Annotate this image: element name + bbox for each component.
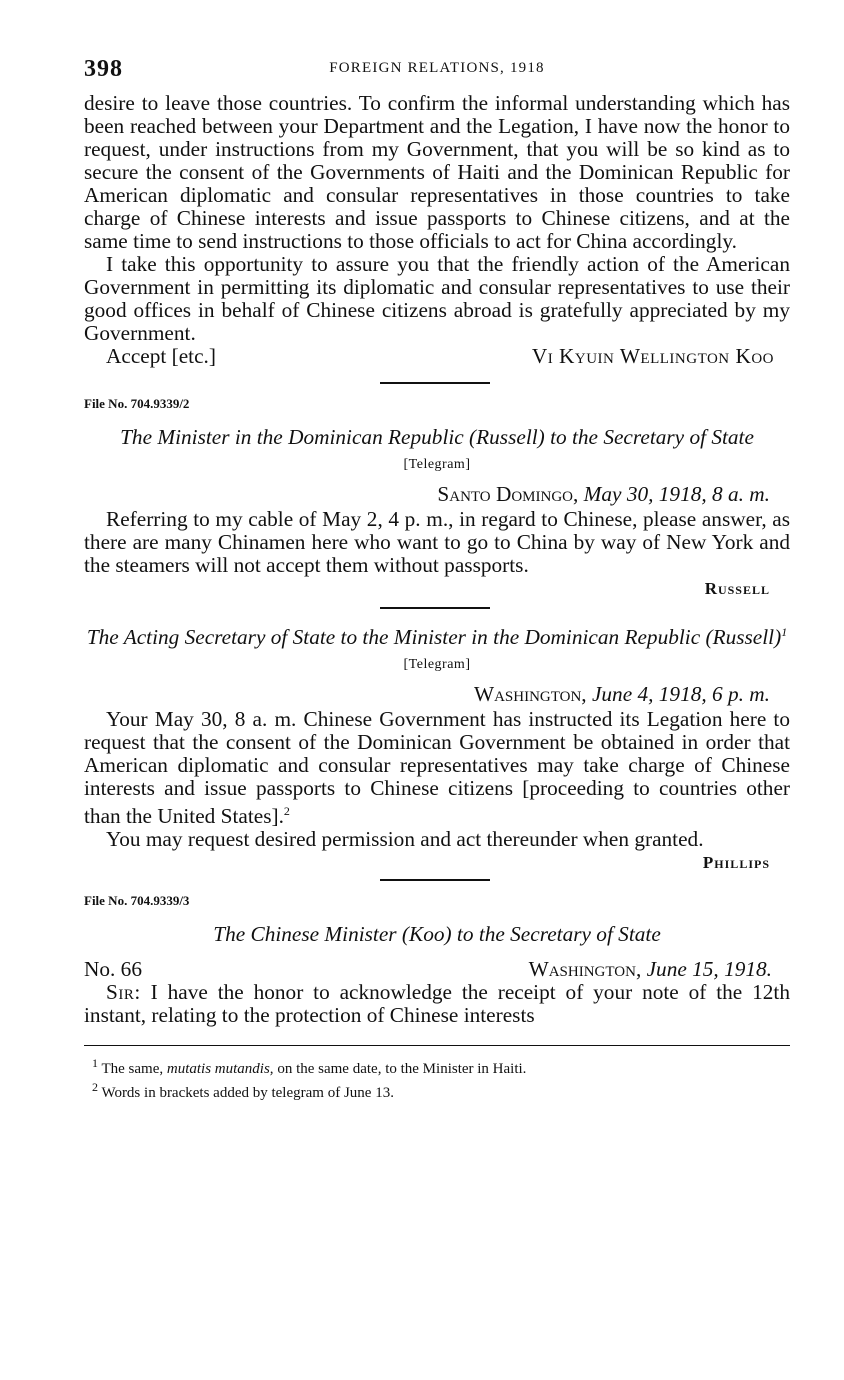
footnote-1 xyxy=(84,1054,790,1078)
note-body xyxy=(84,981,790,1027)
body-text: I have the honor to acknowledge the receipt of your note of the 12th instant, relating to the protection of Chinese interests xyxy=(84,980,790,1028)
section-divider xyxy=(380,607,490,609)
dateline-date: June 4, 1918, 6 p. m. xyxy=(591,682,770,707)
running-head xyxy=(84,52,790,92)
document-heading xyxy=(84,621,790,649)
footnote-text: on the same date, to the Minister in Haiti. xyxy=(273,1061,527,1078)
note-number: No. 66 xyxy=(84,957,142,982)
body-text: Your May 30, 8 a. m. Chinese Government has instructed its Legation here to request that the consent of the Dominican Government be obtained in order that American diplomatic and consular representatives may take charge of Chinese interests and issue passports to Chinese citizens [proceeding to countries other than the United States]. xyxy=(84,707,790,829)
dateline-date: May 30, 1918, 8 a. m. xyxy=(583,482,770,506)
footnote-marker: 1 xyxy=(781,625,788,639)
file-number: File No. 704.9339/2 xyxy=(84,396,190,411)
signature-phillips: Phillips xyxy=(702,853,770,873)
running-title: FOREIGN RELATIONS, 1918 xyxy=(329,60,545,76)
section-divider xyxy=(380,879,490,881)
heading-text: The Acting Secretary of State to the Minister in the Dominican Republic (Russell) xyxy=(86,625,782,650)
dateline xyxy=(84,683,790,706)
telegram-body: Referring to my cable of May 2, 4 p. m., in regard to Chinese, please answer, as there are many Chinamen here who want to go to China by way of New York and the steamers will not accept them without passports. xyxy=(84,507,790,577)
dateline-place: Washington, xyxy=(528,957,642,982)
telegram-label: [Telegram] xyxy=(403,657,471,673)
footnote-italic: mutatis mutandis, xyxy=(166,1061,274,1078)
document-page xyxy=(84,52,790,1102)
document-heading: The Chinese Minister (Koo) to the Secretary of State xyxy=(213,922,661,947)
telegram-body xyxy=(84,708,790,828)
salutation: Sir: xyxy=(106,980,141,1005)
footnote-marker: 2 xyxy=(92,1080,98,1095)
dateline-place: Santo Domingo, xyxy=(437,482,579,506)
footnote-text: Words in brackets added by telegram of June 13. xyxy=(101,1085,394,1102)
dateline-place: Washington, xyxy=(473,682,587,707)
dateline xyxy=(529,958,772,981)
document-heading: The Minister in the Dominican Republic (Russell) to the Secretary of State xyxy=(120,425,754,449)
signature-russell: Russell xyxy=(704,579,770,598)
accept-line xyxy=(84,345,790,368)
continued-paragraph: desire to leave those countries. To confirm the informal understanding which has been reached between your Department and the Legation, I have now the honor to request, under instructions from my Government, that you will be so kind as to secure the consent of the Governments of Haiti and the Dominican Republic for American diplomatic and consular representatives in those countries to take charge of Chinese interests and issue passports to Chinese citizens, and at the same time to send instructions to those officials to act for China accordingly. xyxy=(84,91,790,253)
note-number-line xyxy=(84,958,790,981)
dateline-date: June 15, 1918. xyxy=(646,957,772,982)
footnote-text: The same, xyxy=(101,1061,167,1078)
page-number: 398 xyxy=(84,56,123,82)
footnote-rule xyxy=(84,1045,790,1046)
telegram-body: You may request desired permission and act thereunder when granted. xyxy=(106,827,704,852)
file-number: File No. 704.9339/3 xyxy=(84,893,190,909)
signature-koo: Vi Kyuin Wellington Koo xyxy=(531,344,774,368)
footnote-marker: 1 xyxy=(92,1056,98,1071)
accept-text: Accept [etc.] xyxy=(106,344,216,368)
dateline xyxy=(84,483,790,506)
section-divider xyxy=(380,382,490,384)
closing-paragraph: I take this opportunity to assure you that the friendly action of the American Government in permitting its diplomatic and consular representatives to use their good offices in behalf of Chinese citizens abroad is gratefully appreciated by my Government. xyxy=(84,252,790,345)
footnote-2 xyxy=(84,1078,790,1102)
telegram-label: [Telegram] xyxy=(403,457,471,472)
footnote-marker: 2 xyxy=(283,804,290,819)
